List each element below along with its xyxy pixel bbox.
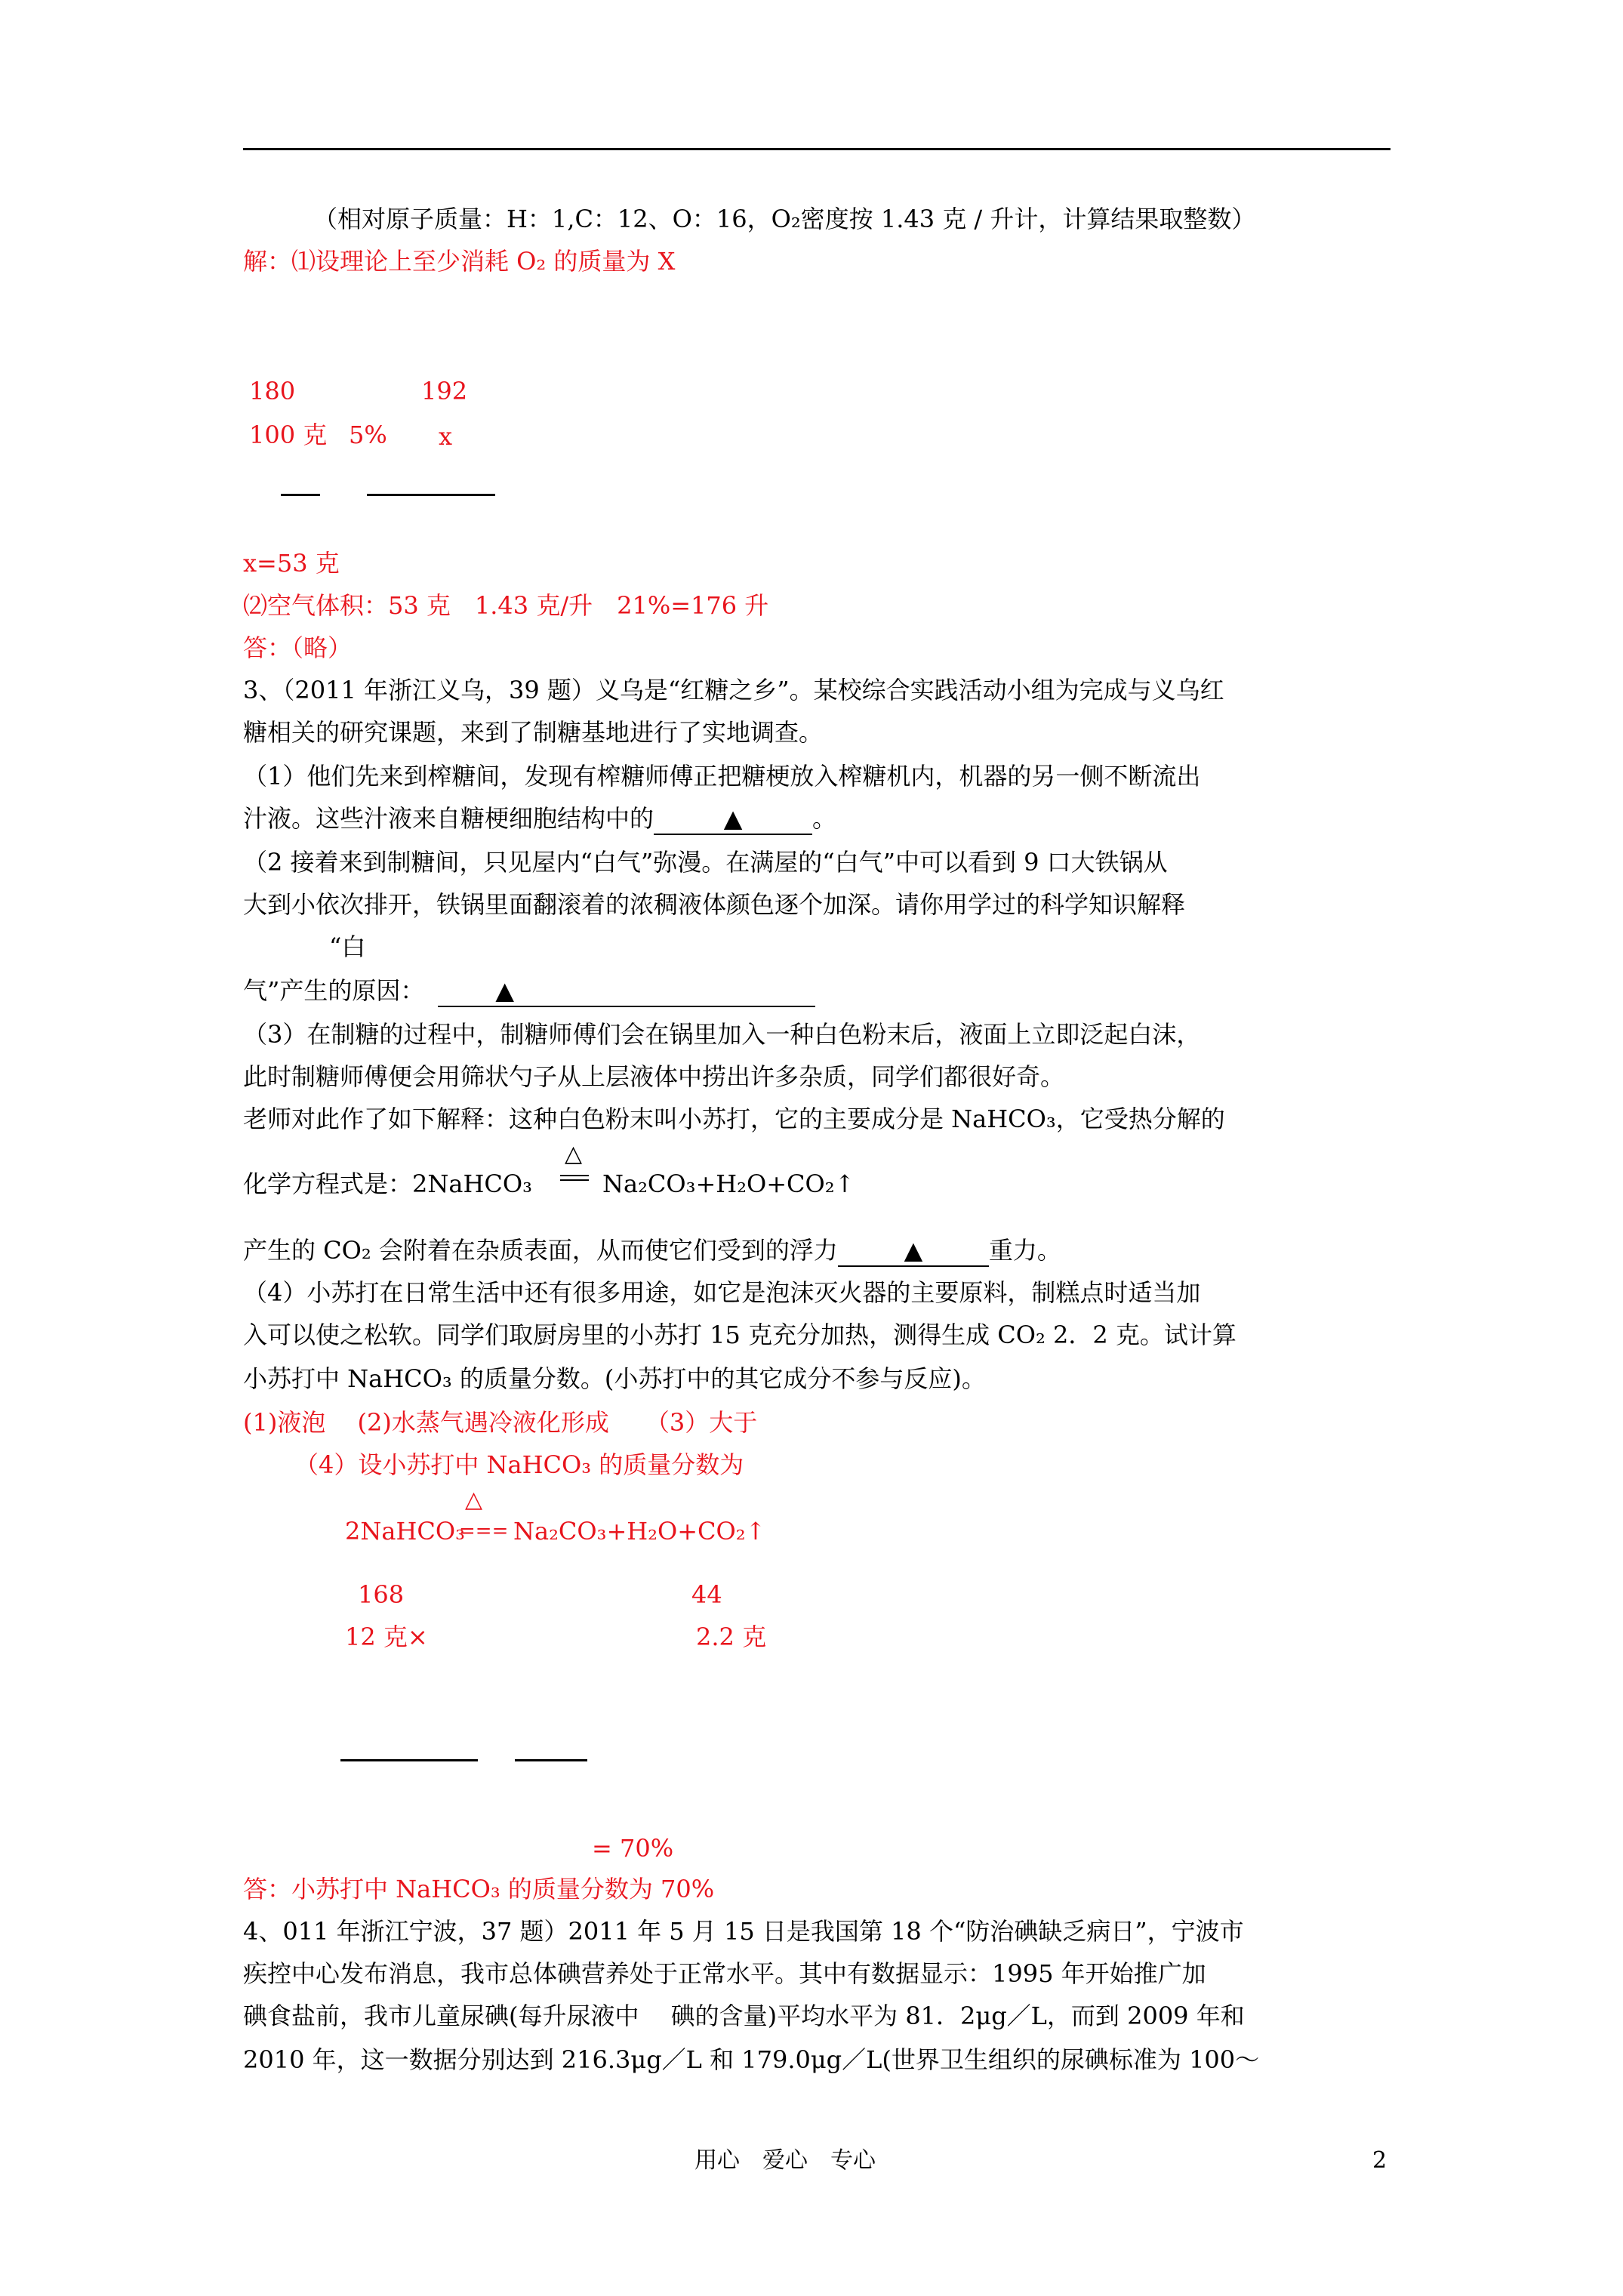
value-x: x: [439, 422, 453, 451]
answer-omitted: 答：（略）: [243, 633, 353, 662]
q3-part2-line4: [243, 974, 815, 1007]
q3-part3-buoyancy: [243, 1234, 1061, 1267]
q3-equation-lead: 化学方程式是：2NaHCO₃: [243, 1170, 532, 1198]
atomic-mass-note: （相对原子质量：H：1,C：12、O：16，O₂密度按 1.43 克 / 升计，计算结果取整数）: [313, 205, 1256, 233]
header-rule: [243, 148, 1390, 150]
q3-part1-period: 。: [812, 804, 837, 833]
answer-heat-delta: △: [465, 1487, 483, 1513]
answer-70pct: = 70%: [592, 1834, 674, 1863]
q3-part4-line1: （4）小苏打在日常生活中还有很多用途，如它是泡沫灭火器的主要原料，制糕点时适当加: [243, 1278, 1201, 1307]
fraction-line-left: [281, 494, 320, 496]
value-12g: 12 克×: [345, 1623, 428, 1651]
eq-sign-line-2: [560, 1179, 589, 1181]
page-number: 2: [1372, 2147, 1387, 2174]
answer-fraction-line-left: [340, 1759, 478, 1761]
value-5pct: 5%: [349, 421, 387, 449]
q4-line2: 疾控中心发布消息，我市总体碘营养处于正常水平。其中有数据显示：1995 年开始推广加: [243, 1959, 1206, 1988]
q3-buoyancy-blank: ▲: [838, 1235, 989, 1267]
q3-part2-line2: 大到小依次排开，铁锅里面翻滚着的浓稠液体颜色逐个加深。请你用学过的科学知识解释: [243, 890, 1186, 919]
q3-part3-line3: 老师对此作了如下解释：这种白色粉末叫小苏打，它的主要成分是 NaHCO₃，它受热分解的: [243, 1105, 1225, 1133]
q3-part3-line2: 此时制糖师傅便会用筛状勺子从上层液体中捞出许多杂质，同学们都很好奇。: [243, 1062, 1065, 1091]
air-volume: ⑵空气体积：53 克 1.43 克/升 21%=176 升: [243, 591, 769, 620]
q3-intro-line1: 3、（2011 年浙江义乌，39 题）义乌是“红糖之乡”。某校综合实践活动小组为完成与义乌红: [243, 676, 1224, 704]
footer-motto: 用心 爱心 专心: [694, 2147, 876, 2174]
eq-sign-line-1: [560, 1175, 589, 1176]
q3-part4-line3: 小苏打中 NaHCO₃ 的质量分数。(小苏打中的其它成分不参与反应)。: [243, 1364, 986, 1393]
q3-buoyancy-post: 重力。: [988, 1236, 1061, 1265]
fraction-line-right: [367, 494, 495, 496]
q3-part1-blank: ▲: [654, 803, 812, 835]
value-168: 168: [358, 1580, 405, 1609]
q4-line4: 2010 年，这一数据分别达到 216.3μg／L 和 179.0μg／L(世界卫生组织的尿碘标准为 100～: [243, 2045, 1260, 2074]
q3-part2-text: 气”产生的原因：: [243, 976, 425, 1005]
q4-line1: 4、011 年浙江宁波，37 题）2011 年 5 月 15 日是我国第 18 个“防治碘缺乏病日”，宁波市: [243, 1917, 1244, 1946]
value-100g: 100 克: [249, 421, 328, 449]
solution-intro: 解：⑴设理论上至少消耗 O₂ 的质量为 X: [243, 247, 676, 276]
q3-part2-line3: “白: [329, 932, 366, 961]
q3-part1-line1: （1）他们先来到榨糖间，发现有榨糖师傅正把糖梗放入榨糖机内，机器的另一侧不断流出: [243, 762, 1201, 791]
answer-equation-products: Na₂CO₃+H₂O+CO₂↑: [513, 1517, 766, 1546]
answer-part4-setup: （4）设小苏打中 NaHCO₃ 的质量分数为: [294, 1450, 744, 1479]
x-result: x=53 克: [243, 549, 340, 578]
q3-part2-blank: ▲: [438, 975, 815, 1007]
q4-line3: 碘食盐前，我市儿童尿碘(每升尿液中 碘的含量)平均水平为 81．2μg／L，而到 2009 年和: [243, 2002, 1245, 2030]
answer-equation-reactant: 2NaHCO₃: [345, 1517, 465, 1546]
value-44: 44: [691, 1580, 722, 1609]
heat-delta-symbol: △: [565, 1141, 583, 1167]
final-answer: 答：小苏打中 NaHCO₃ 的质量分数为 70%: [243, 1875, 715, 1903]
q3-part2-line1: （2 接着来到制糖间，只见屋内“白气”弥漫。在满屋的“白气”中可以看到 9 口大铁锅从: [243, 848, 1168, 877]
q3-buoyancy-text: 产生的 CO₂ 会附着在杂质表面，从而使它们受到的浮力: [243, 1236, 838, 1265]
q3-equation-products: Na₂CO₃+H₂O+CO₂↑: [602, 1170, 855, 1198]
value-180: 180: [249, 377, 296, 405]
q3-intro-line2: 糖相关的研究课题，来到了制糖基地进行了实地调查。: [243, 718, 824, 747]
answers-row: (1)液泡 (2)水蒸气遇冷液化形成 （3）大于: [243, 1408, 758, 1437]
q3-part3-line1: （3）在制糖的过程中，制糖师傅们会在锅里加入一种白色粉末后，液面上立即泛起白沫，: [243, 1020, 1201, 1049]
q3-part1-line2: [243, 802, 836, 835]
answer-equation-sign: ===: [459, 1520, 509, 1542]
q3-part4-line2: 入可以使之松软。同学们取厨房里的小苏打 15 克充分加热，测得生成 CO₂ 2．2 克。试计算: [243, 1321, 1236, 1349]
q3-part1-text: 汁液。这些汁液来自糖梗细胞结构中的: [243, 804, 654, 833]
value-192: 192: [421, 377, 468, 405]
value-2-2g: 2.2 克: [696, 1623, 767, 1651]
answer-fraction-line-right: [515, 1759, 587, 1761]
